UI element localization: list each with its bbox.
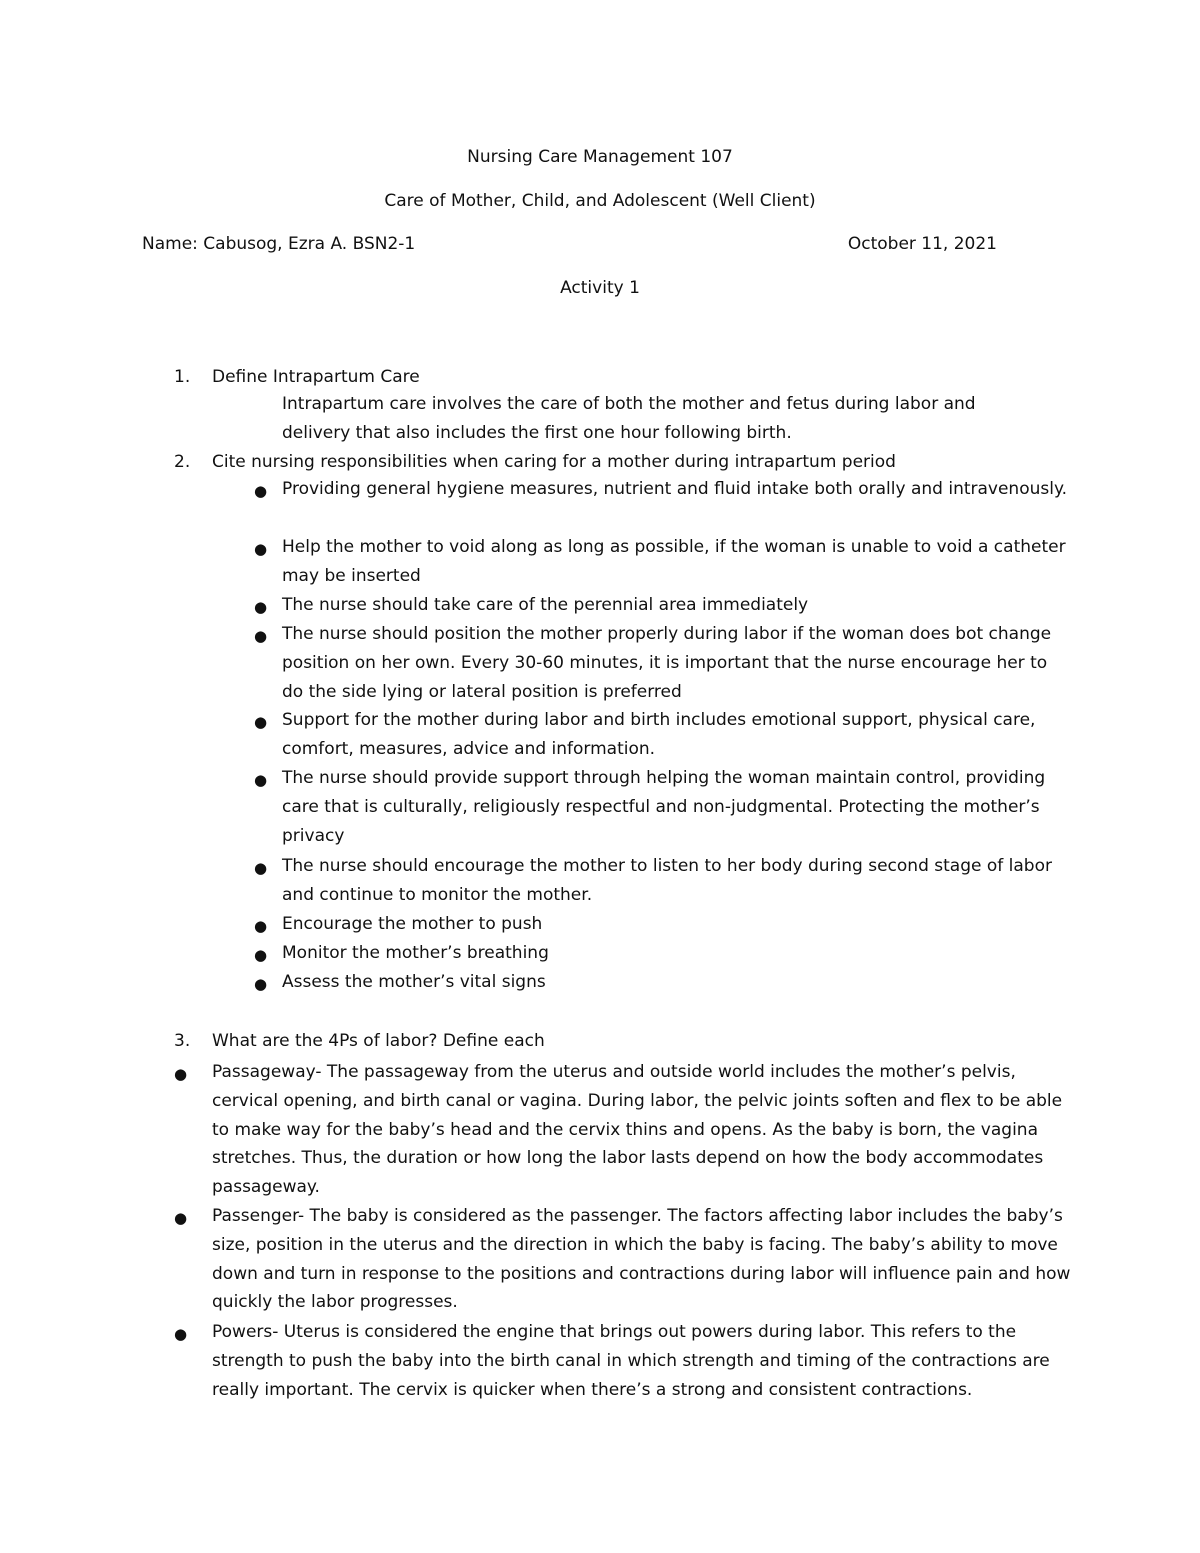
bullet-icon: ● [174,1065,188,1083]
q3-bullet-powers: Powers- Uterus is considered the engine that brings out powers during labor. This refers to the strength to push the baby into the birth canal in which strength and timing of the contractions are really important. The cervix is quicker when there’s a strong and consistent contractions. [212,1322,1050,1400]
q2-bullet-4: The nurse should position the mother properly during labor if the woman does bot change position on her own. Every 30-60 minutes, it is important that the nurse encourage her to do the side lying or lateral position is preferred [282,624,1052,702]
q2-bullet-3: The nurse should take care of the perennial area immediately [282,595,809,615]
bullet-icon: ● [254,713,268,731]
q3-bullet-passageway: Passageway- The passageway from the uterus and outside world includes the mother’s pelvis, cervical opening, and birth canal or vagina. During labor, the pelvic joints soften and flex to be able to make way for the baby’s head and the cervix thins and opens. As the baby is born, the vagina stretches. Thus, the duration or how long the labor lasts depend on how the body accommodates passageway. [212,1062,1063,1198]
q3-question: What are the 4Ps of labor? Define each [212,1031,545,1051]
bullet-icon: ● [254,771,268,789]
bullet-icon: ● [174,1325,188,1343]
q2-bullet-1: Providing general hygiene measures, nutrient and fluid intake both orally and intravenously. [282,479,1068,499]
bullet-icon: ● [254,540,268,558]
q1-question: Define Intrapartum Care [212,367,420,387]
q1-answer: Intrapartum care involves the care of both the mother and fetus during labor and delivery that also includes the first one hour following birth. [282,394,976,443]
q2-number: 2. [174,452,191,472]
bullet-icon: ● [254,598,268,616]
q2-bullet-7: The nurse should encourage the mother to listen to her body during second stage of labor and continue to monitor the mother. [282,856,1052,905]
bullet-icon: ● [254,917,268,935]
q2-bullet-6: The nurse should provide support through helping the woman maintain control, providing care that is culturally, religiously respectful and non-judgmental. Protecting the mother’s privacy [282,768,1046,846]
bullet-icon: ● [254,627,268,645]
bullet-icon: ● [174,1209,188,1227]
q2-bullet-10: Assess the mother’s vital signs [282,972,546,992]
student-name: Name: Cabusog, Ezra A. BSN2-1 [142,234,416,254]
course-title: Nursing Care Management 107 [467,147,733,167]
q2-question: Cite nursing responsibilities when caring for a mother during intrapartum period [212,452,896,472]
bullet-icon: ● [254,482,268,500]
bullet-icon: ● [254,946,268,964]
q2-bullet-2: Help the mother to void along as long as possible, if the woman is unable to void a catheter may be inserted [282,537,1066,586]
q2-bullet-8: Encourage the mother to push [282,914,543,934]
q3-bullet-passenger: Passenger- The baby is considered as the passenger. The factors affecting labor includes the baby’s size, position in the uterus and the direction in which the baby is facing. The baby’s ability to move down and turn in response to the positions and contractions during labor will influence pain and how quickly the labor progresses. [212,1206,1071,1313]
course-subtitle: Care of Mother, Child, and Adolescent (Well Client) [384,191,816,211]
q2-bullet-5: Support for the mother during labor and birth includes emotional support, physical care, comfort, measures, advice and information. [282,710,1036,759]
bullet-icon: ● [254,859,268,877]
activity-title: Activity 1 [560,278,640,298]
q2-bullet-9: Monitor the mother’s breathing [282,943,549,963]
q1-number: 1. [174,367,191,387]
document-date: October 11, 2021 [847,234,997,254]
q3-number: 3. [174,1031,191,1051]
bullet-icon: ● [254,975,268,993]
